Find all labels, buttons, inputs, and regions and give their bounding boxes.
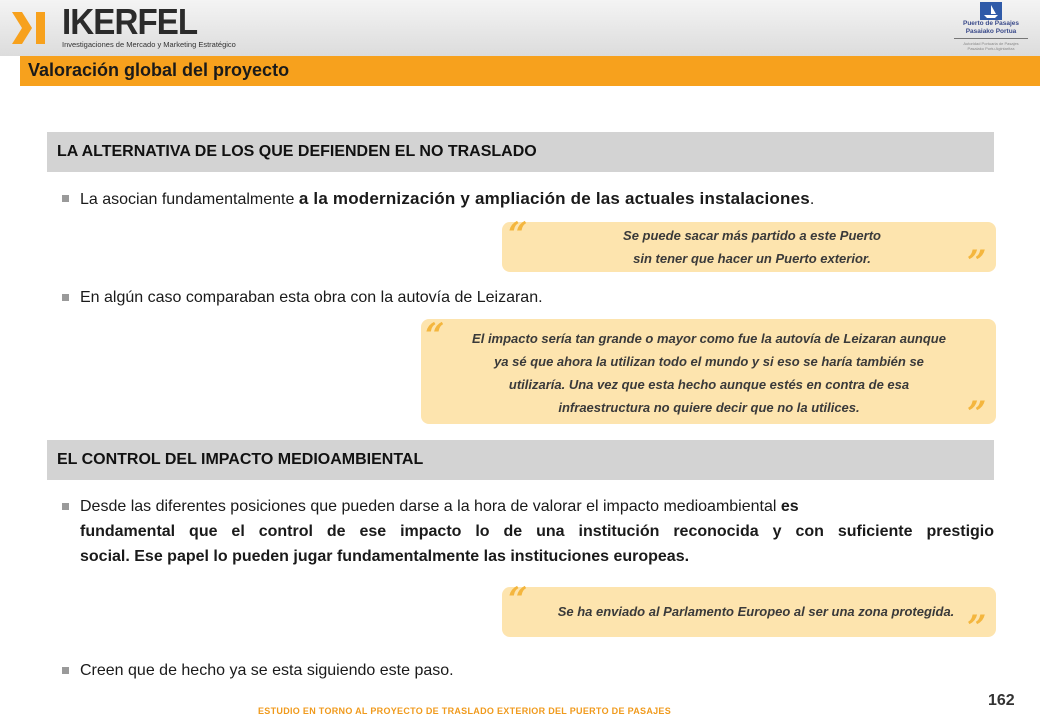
quote-line: infraestructura no quiere decir que no la utilices.	[558, 400, 860, 415]
bullet-line-bold: fundamental que el control de ese impacto lo de una institución reconocida y con suficiente prestigio	[80, 523, 994, 540]
quote-box-leizaran	[421, 316, 996, 434]
bullet-modernizacion	[80, 186, 814, 212]
port-name-line2: Pasaiako Portua	[965, 28, 1017, 35]
close-quote-icon: ”	[967, 608, 987, 648]
section-header-no-traslado: LA ALTERNATIVA DE LOS QUE DEFIENDEN EL NO TRASLADO	[47, 132, 994, 172]
quote-line: Se puede sacar más partido a este Puerto	[623, 228, 881, 243]
bullet-line	[80, 494, 994, 519]
quote-text	[532, 224, 972, 270]
bullet-line-bold: social. Ese papel lo pueden jugar fundamentalmente las instituciones europeas.	[80, 548, 690, 565]
square-bullet-icon	[62, 667, 69, 674]
bullet-bold: es	[780, 498, 799, 515]
quote-text: Se ha enviado al Parlamento Europeo al ser una zona protegida.	[557, 604, 955, 619]
bullet-emphasis: a la modernización y ampliación de las actuales instalaciones	[298, 189, 810, 208]
open-quote-icon: “	[508, 215, 528, 255]
square-bullet-icon	[62, 294, 69, 301]
port-ship-icon	[980, 2, 1002, 20]
section-header-impacto: EL CONTROL DEL IMPACTO MEDIOAMBIENTAL	[47, 440, 994, 480]
logo-subtitle: Investigaciones de Mercado y Marketing Estratégico	[62, 40, 236, 49]
bullet-text: Desde las diferentes posiciones que pueden darse a la hora de valorar el impacto medioambiental	[80, 498, 781, 515]
open-quote-icon: “	[425, 316, 445, 356]
quote-line: sin tener que hacer un Puerto exterior.	[633, 251, 871, 266]
quote-line: ya sé que ahora la utilizan todo el mundo y si eso se haría también se	[494, 354, 924, 369]
quote-text	[439, 327, 979, 419]
quote-line: utilizaría. Una vez que esta hecho aunque estés en contra de esa	[508, 377, 910, 392]
footer-study-title: ESTUDIO EN TORNO AL PROYECTO DE TRASLADO EXTERIOR DEL PUERTO DE PASAJES	[258, 706, 672, 716]
bullet-suffix: .	[809, 191, 815, 208]
bullet-control-impacto	[80, 494, 994, 569]
ikerfel-chevron-logo-icon	[10, 8, 50, 48]
title-accent	[0, 56, 20, 86]
port-logo	[946, 2, 1036, 56]
port-divider	[954, 38, 1028, 39]
quote-box-puerto	[502, 215, 996, 283]
quote-line: El impacto sería tan grande o mayor como fue la autovía de Leizaran aunque	[472, 331, 946, 346]
square-bullet-icon	[62, 503, 69, 510]
close-quote-icon: ”	[967, 243, 987, 283]
bullet-text: La asocian fundamentalmente	[80, 191, 299, 208]
port-small-line2: Pasaiako Portu Agintaritza	[967, 46, 1015, 51]
page-title: Valoración global del proyecto	[28, 60, 290, 80]
close-quote-icon: ”	[967, 394, 987, 434]
port-small-line1: Autoridad Portuaria de Pasajes	[963, 41, 1019, 46]
bullet-leizaran: En algún caso comparaban esta obra con la autovía de Leizaran.	[80, 289, 543, 306]
open-quote-icon: “	[508, 580, 528, 620]
port-name-line1: Puerto de Pasajes	[963, 20, 1019, 27]
square-bullet-icon	[62, 195, 69, 202]
logo-name: IKERFEL	[62, 1, 198, 42]
page-number: 162	[988, 692, 1015, 709]
bullet-siguiendo-paso: Creen que de hecho ya se esta siguiendo este paso.	[80, 662, 454, 679]
quote-box-parlamento	[502, 580, 996, 648]
